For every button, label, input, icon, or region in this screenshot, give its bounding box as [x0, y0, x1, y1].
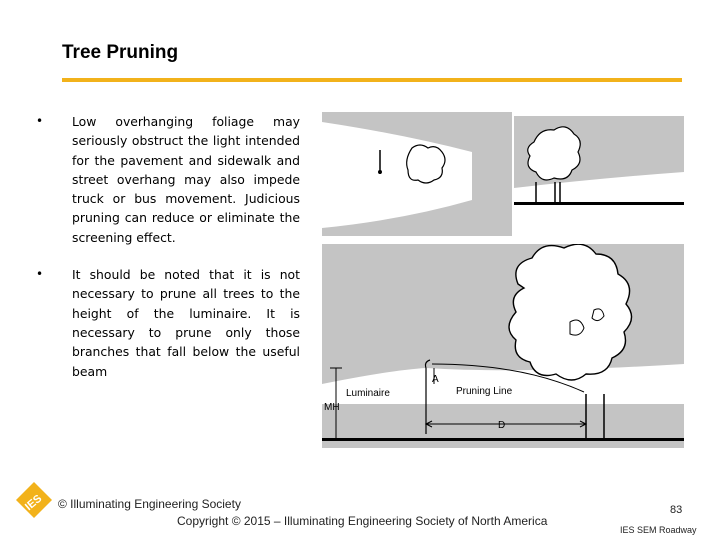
footer-course: IES SEM Roadway [620, 525, 697, 535]
label-d: D [498, 420, 506, 431]
label-pruning-line: Pruning Line [456, 386, 513, 397]
bullet-text: It should be noted that it is not necessary to prune all trees to the height of the luminaire. It is necessary to prune only those branches that fall below the useful beam [72, 267, 300, 379]
bullet-item [36, 112, 300, 247]
logo-text: IES [23, 492, 45, 514]
bullet-text: Low overhanging foliage may seriously obstruct the light intended for the pavement and sidewalk and street overhang may also impede truck or bus movement. Judicious pruning can reduce or eliminate the screening effect. [72, 114, 300, 245]
footer-org: © Illuminating Engineering Society [58, 497, 241, 511]
beam-obstruction-diagram [322, 112, 684, 236]
label-mh: MH [324, 402, 340, 413]
title-underline [62, 78, 682, 82]
label-a: A [432, 374, 439, 385]
page-number: 83 [670, 504, 683, 516]
label-luminaire: Luminaire [346, 388, 390, 399]
slide-title: Tree Pruning [62, 42, 179, 63]
bullet-item [36, 265, 300, 381]
bullet-marker: • [36, 114, 44, 128]
bullet-list [36, 112, 300, 399]
pruning-line-diagram [322, 244, 684, 448]
footer-copyright: Copyright © 2015 – Illuminating Engineering Society of North America [177, 514, 548, 528]
ies-logo [14, 480, 54, 520]
bullet-marker: • [36, 267, 44, 282]
